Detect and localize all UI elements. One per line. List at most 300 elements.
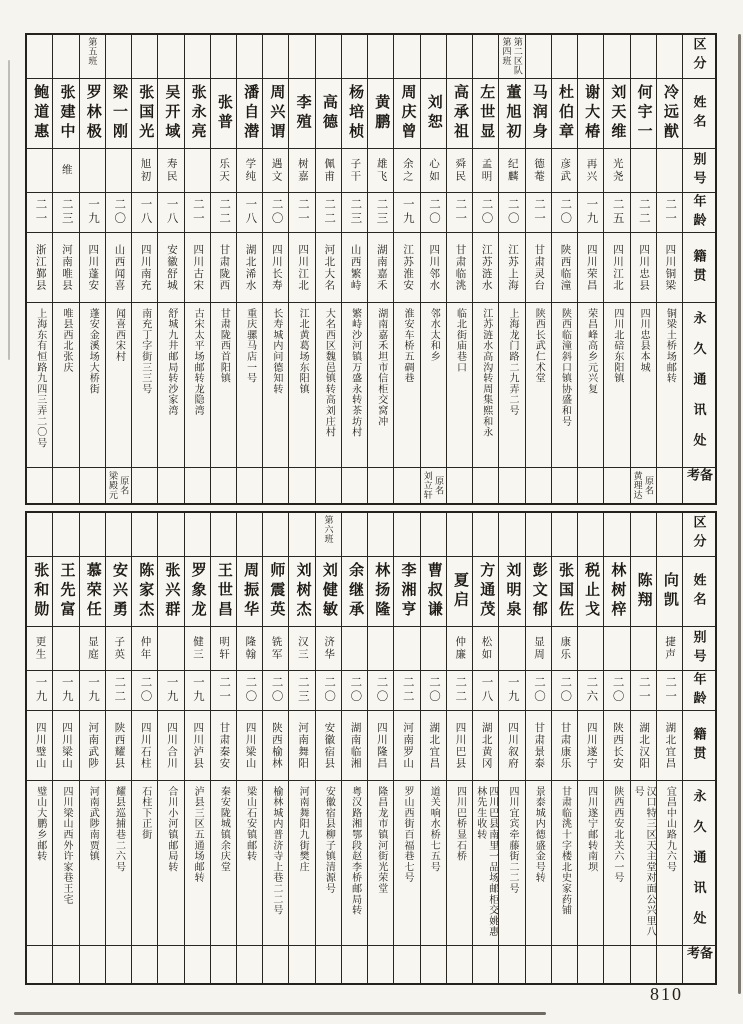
person-alias: 健三 bbox=[191, 636, 203, 661]
person-origin-cell bbox=[552, 711, 577, 781]
person-alias-cell bbox=[158, 627, 183, 671]
person-alias-cell bbox=[368, 627, 393, 671]
squad-marker-lines bbox=[526, 37, 551, 78]
person-age: 二〇 bbox=[428, 198, 441, 227]
person-address: 河南武陟南贾镇 bbox=[87, 786, 99, 862]
person-age-cell bbox=[342, 193, 367, 233]
person-alias-cell bbox=[552, 149, 577, 193]
person-name-cell bbox=[185, 557, 210, 627]
person-note-cell bbox=[394, 468, 419, 503]
person-alias-cell bbox=[80, 149, 105, 193]
person-origin-cell bbox=[316, 711, 341, 781]
person-address-cell bbox=[421, 303, 446, 468]
person-age-cell bbox=[578, 193, 603, 233]
person-age: 二〇 bbox=[244, 676, 257, 705]
person-origin: 四川叙府 bbox=[507, 721, 518, 770]
header-origin: 籍贯 bbox=[683, 233, 715, 303]
person-origin-cell bbox=[578, 711, 603, 781]
person-column bbox=[657, 35, 683, 503]
person-origin: 四川江北 bbox=[611, 243, 623, 292]
person-age-cell bbox=[106, 671, 131, 711]
person-address: 宜昌中山路九六号 bbox=[664, 786, 676, 873]
header-name: 姓名 bbox=[683, 557, 715, 627]
person-age: 一九 bbox=[86, 198, 99, 227]
person-alias: 子英 bbox=[113, 636, 125, 661]
person-age-cell bbox=[368, 671, 393, 711]
person-address-cell bbox=[237, 303, 262, 468]
person-column bbox=[631, 513, 657, 983]
person-note-cell bbox=[27, 946, 52, 983]
person-name: 张兴群 bbox=[163, 562, 180, 621]
person-name: 周振华 bbox=[242, 562, 259, 621]
person-note-lines bbox=[158, 946, 183, 983]
squad-marker-cell bbox=[526, 513, 551, 557]
person-age: 二二 bbox=[454, 676, 467, 705]
squad-marker-lines bbox=[552, 515, 577, 556]
person-column bbox=[499, 35, 525, 503]
person-note-cell bbox=[53, 946, 78, 983]
person-name-cell bbox=[421, 79, 446, 149]
person-age: 二二 bbox=[401, 676, 414, 705]
person-address-cell bbox=[289, 303, 314, 468]
person-name: 罗林极 bbox=[84, 84, 101, 143]
person-name: 刘恕 bbox=[425, 94, 442, 133]
person-alias-cell bbox=[185, 149, 210, 193]
person-address: 安徽宿县柳子镇清源号 bbox=[323, 786, 335, 894]
person-name: 陈家杰 bbox=[137, 562, 154, 621]
person-age: 二一 bbox=[296, 198, 309, 227]
person-address: 上海东有恒路九四三弄二〇号 bbox=[34, 308, 46, 449]
person-name-cell bbox=[368, 557, 393, 627]
person-name: 向凯 bbox=[661, 572, 678, 611]
person-address: 榆林城内普济寺上巷二二号 bbox=[270, 786, 282, 916]
person-origin-cell bbox=[132, 711, 157, 781]
squad-marker-cell bbox=[394, 35, 419, 79]
person-address-cell bbox=[552, 303, 577, 468]
squad-marker-cell bbox=[578, 513, 603, 557]
person-age-cell bbox=[604, 671, 629, 711]
person-name: 谢大椿 bbox=[583, 84, 600, 143]
person-note-cell bbox=[447, 468, 472, 503]
person-name: 税止戈 bbox=[583, 562, 600, 621]
person-age-cell bbox=[368, 193, 393, 233]
person-address-cell bbox=[211, 303, 236, 468]
person-address: 上海龙门路二九弄二号 bbox=[506, 308, 518, 416]
person-column bbox=[394, 35, 420, 503]
squad-marker-cell bbox=[499, 513, 524, 557]
squad-marker-cell bbox=[526, 35, 551, 79]
person-alias: 维 bbox=[60, 164, 72, 177]
person-column bbox=[289, 35, 315, 503]
header-address: 永久通讯处 bbox=[683, 303, 715, 468]
person-name: 李湘亨 bbox=[399, 562, 416, 621]
squad-marker-lines bbox=[526, 515, 551, 556]
person-name-cell bbox=[158, 557, 183, 627]
person-address-cell bbox=[368, 781, 393, 946]
person-address: 重庆骡马店一号 bbox=[244, 308, 256, 384]
person-note-lines bbox=[106, 468, 131, 503]
squad-marker-cell bbox=[604, 513, 629, 557]
person-origin-cell bbox=[185, 233, 210, 303]
person-age-cell bbox=[263, 193, 288, 233]
person-column bbox=[526, 513, 552, 983]
header-column-bottom bbox=[683, 513, 715, 983]
header-category: 区分 bbox=[683, 35, 715, 79]
person-note-cell bbox=[316, 946, 341, 983]
squad-marker-cell bbox=[80, 513, 105, 557]
person-column bbox=[421, 35, 447, 503]
person-alias-cell bbox=[552, 627, 577, 671]
person-name: 鲍道惠 bbox=[32, 84, 49, 143]
person-column bbox=[80, 513, 106, 983]
person-age: 一九 bbox=[401, 198, 414, 227]
person-note-lines bbox=[316, 468, 341, 503]
person-name-cell bbox=[80, 79, 105, 149]
person-origin-cell bbox=[631, 233, 656, 303]
person-alias-cell bbox=[80, 627, 105, 671]
person-address: 粤汉路湘鄂段赵李桥邮局转 bbox=[349, 786, 361, 916]
person-note-cell bbox=[80, 946, 105, 983]
person-age: 二二 bbox=[323, 198, 336, 227]
person-age: 二五 bbox=[611, 198, 624, 227]
squad-marker-lines bbox=[578, 37, 603, 78]
person-column bbox=[106, 513, 132, 983]
person-name-cell bbox=[316, 557, 341, 627]
person-age: 二〇 bbox=[428, 676, 441, 705]
person-name: 安兴勇 bbox=[110, 562, 127, 621]
person-note-lines bbox=[657, 468, 682, 503]
person-address: 南充丁字街三三号 bbox=[139, 308, 151, 395]
scan-edge-right bbox=[738, 34, 741, 994]
squad-marker-lines bbox=[106, 37, 131, 78]
person-address: 四川忠县本城 bbox=[638, 308, 650, 373]
person-name: 高德 bbox=[320, 94, 337, 133]
person-note-lines bbox=[499, 468, 524, 503]
person-alias-cell bbox=[526, 149, 551, 193]
squad-marker-lines bbox=[27, 37, 52, 78]
person-note-lines bbox=[289, 468, 314, 503]
person-origin: 四川长寿 bbox=[270, 243, 282, 292]
person-column bbox=[631, 35, 657, 503]
person-address-cell bbox=[289, 781, 314, 946]
person-origin: 四川遂宁 bbox=[585, 721, 597, 770]
person-age: 一九 bbox=[191, 676, 204, 705]
person-origin: 甘肃景泰 bbox=[533, 721, 545, 770]
person-address-cell bbox=[342, 781, 367, 946]
person-note-cell bbox=[53, 468, 78, 503]
person-address-cell bbox=[342, 303, 367, 468]
person-note-lines bbox=[631, 468, 656, 503]
person-name-cell bbox=[657, 79, 682, 149]
person-origin: 陕西榆林 bbox=[270, 721, 282, 770]
person-note-lines bbox=[604, 946, 629, 983]
person-name: 周兴谓 bbox=[268, 84, 285, 143]
person-origin-cell bbox=[27, 711, 52, 781]
squad-marker-lines bbox=[53, 37, 78, 78]
squad-marker-lines bbox=[289, 515, 314, 556]
person-origin: 四川合川 bbox=[165, 721, 177, 770]
header-column-top bbox=[683, 35, 715, 503]
person-column bbox=[578, 35, 604, 503]
person-column bbox=[158, 513, 184, 983]
person-origin-cell bbox=[237, 233, 262, 303]
person-age: 二〇 bbox=[139, 676, 152, 705]
person-alias: 捷声 bbox=[664, 636, 676, 661]
person-name: 余继承 bbox=[347, 562, 364, 621]
person-alias-cell bbox=[342, 149, 367, 193]
person-column bbox=[263, 513, 289, 983]
squad-marker-lines bbox=[185, 37, 210, 78]
person-alias: 佩甫 bbox=[323, 158, 335, 183]
person-age-cell bbox=[657, 193, 682, 233]
person-origin-cell bbox=[158, 711, 183, 781]
squad-marker-cell bbox=[27, 513, 52, 557]
page-number: 810 bbox=[650, 984, 683, 1004]
person-address: 陕西西安北关六一号 bbox=[611, 786, 623, 884]
person-age-cell bbox=[447, 193, 472, 233]
person-note-lines bbox=[27, 468, 52, 503]
person-age: 一九 bbox=[585, 198, 598, 227]
person-alias-cell bbox=[263, 149, 288, 193]
person-age-cell bbox=[53, 671, 78, 711]
person-name-cell bbox=[53, 79, 78, 149]
squad-marker-lines bbox=[657, 515, 682, 556]
person-name: 刘健敏 bbox=[320, 562, 337, 621]
person-origin: 四川南充 bbox=[139, 243, 151, 292]
person-name: 彭文郁 bbox=[530, 562, 547, 621]
squad-marker-cell bbox=[289, 513, 314, 557]
person-origin-cell bbox=[421, 233, 446, 303]
person-name: 张永亮 bbox=[189, 84, 206, 143]
person-note-cell bbox=[421, 468, 446, 503]
person-address-cell bbox=[394, 303, 419, 468]
squad-marker-lines bbox=[316, 515, 341, 556]
person-name-cell bbox=[342, 79, 367, 149]
person-origin-cell bbox=[289, 233, 314, 303]
person-note-lines bbox=[237, 946, 262, 983]
person-note-lines bbox=[211, 946, 236, 983]
person-origin-cell bbox=[289, 711, 314, 781]
person-age: 二二 bbox=[218, 198, 231, 227]
squad-marker-cell bbox=[132, 35, 157, 79]
squad-marker-cell bbox=[106, 513, 131, 557]
person-name-cell bbox=[499, 557, 524, 627]
person-address: 河南舞阳九街樊庄 bbox=[297, 786, 309, 873]
person-origin-cell bbox=[604, 711, 629, 781]
header-name: 姓名 bbox=[683, 79, 715, 149]
person-alias: 纪麟 bbox=[506, 158, 518, 183]
person-note-cell bbox=[447, 946, 472, 983]
person-age: 一九 bbox=[60, 676, 73, 705]
person-age-cell bbox=[473, 193, 498, 233]
person-address-cell bbox=[237, 781, 262, 946]
squad-marker-cell bbox=[368, 513, 393, 557]
person-name: 林扬隆 bbox=[373, 562, 390, 621]
person-alias: 乐天 bbox=[218, 158, 230, 183]
person-address-cell bbox=[316, 781, 341, 946]
person-column bbox=[316, 513, 342, 983]
person-alias-cell bbox=[185, 627, 210, 671]
squad-marker-cell bbox=[27, 35, 52, 79]
person-alias-cell bbox=[631, 627, 656, 671]
person-alias-cell bbox=[631, 149, 656, 193]
person-name: 潘自潜 bbox=[242, 84, 259, 143]
person-origin-cell bbox=[27, 233, 52, 303]
person-note-lines bbox=[526, 946, 551, 983]
person-age-cell bbox=[421, 193, 446, 233]
person-name-cell bbox=[158, 79, 183, 149]
person-age-cell bbox=[552, 193, 577, 233]
header-origin: 籍贯 bbox=[683, 711, 715, 781]
person-alias-cell bbox=[604, 627, 629, 671]
person-note-cell bbox=[132, 468, 157, 503]
person-name: 刘天维 bbox=[609, 84, 626, 143]
person-alias: 遇文 bbox=[270, 158, 282, 183]
person-alias: 树嘉 bbox=[296, 158, 308, 183]
person-age-cell bbox=[211, 671, 236, 711]
person-age: 二〇 bbox=[270, 676, 283, 705]
person-age-cell bbox=[316, 193, 341, 233]
person-name: 张国光 bbox=[137, 84, 154, 143]
person-age-cell bbox=[578, 671, 603, 711]
person-origin-cell bbox=[631, 711, 656, 781]
person-origin-cell bbox=[316, 233, 341, 303]
person-origin-cell bbox=[158, 233, 183, 303]
person-alias-cell bbox=[158, 149, 183, 193]
person-column bbox=[132, 513, 158, 983]
person-origin: 安徽宿县 bbox=[323, 721, 335, 770]
person-origin: 江苏涟水 bbox=[480, 243, 492, 292]
person-address: 四川遂宁邮转南坝 bbox=[585, 786, 597, 873]
person-name: 师震英 bbox=[268, 562, 285, 621]
person-address-cell bbox=[263, 303, 288, 468]
person-name-cell bbox=[447, 79, 472, 149]
person-address-cell bbox=[499, 303, 524, 468]
squad-marker-lines bbox=[473, 37, 498, 78]
person-alias: 铣军 bbox=[270, 636, 282, 661]
person-age: 二三 bbox=[349, 198, 362, 227]
header-category: 区分 bbox=[683, 513, 715, 557]
person-age-cell bbox=[158, 671, 183, 711]
person-origin: 江苏淮安 bbox=[402, 243, 414, 292]
person-column bbox=[106, 35, 132, 503]
person-note-cell bbox=[132, 946, 157, 983]
person-column bbox=[342, 513, 368, 983]
person-address-cell bbox=[27, 781, 52, 946]
person-age-cell bbox=[185, 671, 210, 711]
person-name-cell bbox=[604, 79, 629, 149]
squad-marker-lines bbox=[158, 37, 183, 78]
person-age: 二〇 bbox=[480, 198, 493, 227]
person-note-lines bbox=[132, 468, 157, 503]
squad-marker-lines bbox=[106, 515, 131, 556]
person-origin-cell bbox=[80, 711, 105, 781]
person-age-cell bbox=[185, 193, 210, 233]
person-address-cell bbox=[552, 781, 577, 946]
person-address-cell bbox=[447, 303, 472, 468]
person-column bbox=[53, 35, 79, 503]
person-address-cell bbox=[185, 303, 210, 468]
person-age-cell bbox=[316, 671, 341, 711]
person-column bbox=[604, 513, 630, 983]
person-column bbox=[237, 513, 263, 983]
person-age-cell bbox=[657, 671, 682, 711]
person-column bbox=[185, 35, 211, 503]
person-age: 二〇 bbox=[349, 676, 362, 705]
person-alias-cell bbox=[447, 149, 472, 193]
person-address-cell bbox=[132, 303, 157, 468]
note-line: 黄理达 bbox=[632, 471, 643, 500]
person-name: 慕荣任 bbox=[84, 562, 101, 621]
person-alias: 仲年 bbox=[139, 636, 151, 661]
person-origin: 湖北汉阳 bbox=[638, 721, 650, 770]
person-age-cell bbox=[80, 193, 105, 233]
person-age: 二一 bbox=[664, 198, 677, 227]
person-age-cell bbox=[631, 671, 656, 711]
person-address: 景泰城内德盛金号转 bbox=[533, 786, 545, 884]
person-origin: 四川邻水 bbox=[428, 243, 440, 292]
squad-marker-cell bbox=[499, 35, 524, 79]
person-origin-cell bbox=[447, 233, 472, 303]
person-column bbox=[499, 513, 525, 983]
person-age: 二一 bbox=[664, 676, 677, 705]
person-note-cell bbox=[552, 468, 577, 503]
person-address-cell bbox=[499, 781, 524, 946]
person-origin-cell bbox=[552, 233, 577, 303]
squad-marker-cell bbox=[631, 513, 656, 557]
person-origin: 四川梁山 bbox=[244, 721, 256, 770]
roster-table-top bbox=[25, 33, 717, 505]
person-name: 周庆曾 bbox=[399, 84, 416, 143]
person-alias: 汉三 bbox=[296, 636, 308, 661]
person-column bbox=[158, 35, 184, 503]
person-alias: 舜民 bbox=[454, 158, 466, 183]
person-address-cell bbox=[578, 303, 603, 468]
person-alias: 明轩 bbox=[218, 636, 230, 661]
person-note-cell bbox=[578, 946, 603, 983]
person-origin-cell bbox=[342, 711, 367, 781]
person-age-cell bbox=[289, 193, 314, 233]
squad-marker-lines bbox=[132, 37, 157, 78]
person-address-cell bbox=[316, 303, 341, 468]
person-note-lines bbox=[552, 946, 577, 983]
squad-marker-lines bbox=[158, 515, 183, 556]
person-note-cell bbox=[657, 468, 682, 503]
person-name-cell bbox=[631, 79, 656, 149]
person-address: 泸县三区五通场邮转 bbox=[192, 786, 204, 884]
person-note-cell bbox=[158, 468, 183, 503]
squad-marker-lines bbox=[237, 515, 262, 556]
person-note-cell bbox=[552, 946, 577, 983]
person-note-lines bbox=[394, 468, 419, 503]
squad-marker-lines bbox=[447, 37, 472, 78]
person-note-cell bbox=[604, 946, 629, 983]
person-name-cell bbox=[604, 557, 629, 627]
person-age: 一八 bbox=[165, 198, 178, 227]
person-origin-cell bbox=[526, 711, 551, 781]
person-address: 舒城九井邮局转沙家湾 bbox=[165, 308, 177, 416]
person-address-cell bbox=[657, 781, 682, 946]
squad-marker-cell bbox=[421, 513, 446, 557]
person-origin: 甘肃陇西 bbox=[218, 243, 230, 292]
person-name-cell bbox=[211, 79, 236, 149]
person-name-cell bbox=[552, 557, 577, 627]
person-alias-cell bbox=[526, 627, 551, 671]
person-note-lines bbox=[80, 946, 105, 983]
person-note-lines bbox=[578, 468, 603, 503]
person-age: 二〇 bbox=[611, 676, 624, 705]
person-column bbox=[263, 35, 289, 503]
